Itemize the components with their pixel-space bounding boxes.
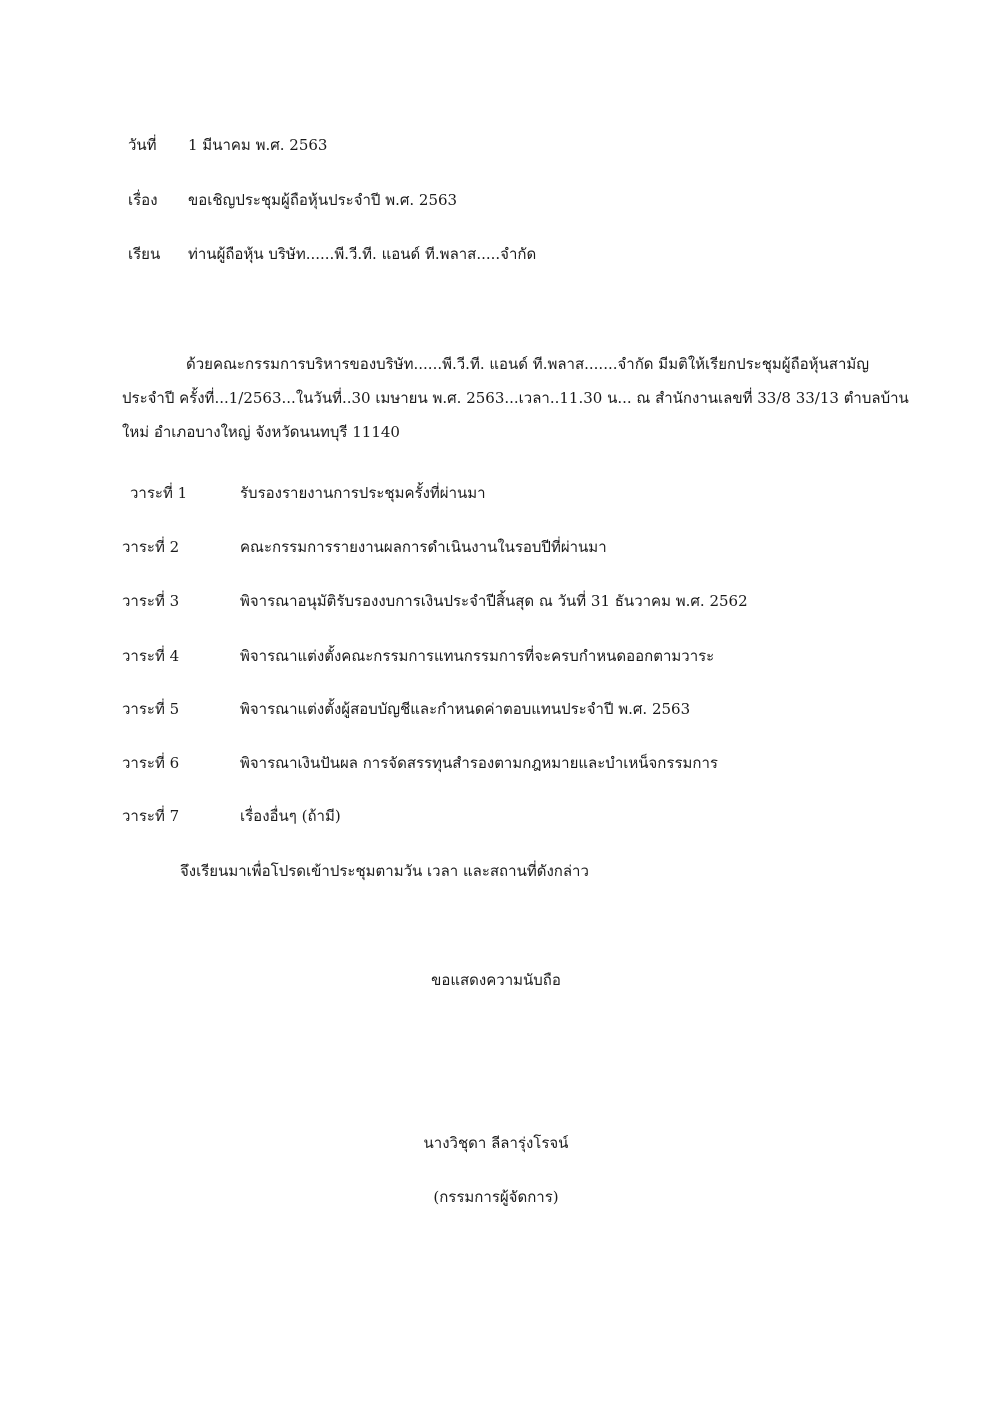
closing-invitation: จึงเรียนมาเพื่อโปรดเข้าประชุมตามวัน เวลา และสถานที่ดังกล่าว bbox=[180, 862, 589, 880]
recipient-value: ท่านผู้ถือหุ้น บริษัท......พี.วี.ที. แอนด์ ที.พลาส.....จำกัด bbox=[188, 245, 537, 263]
closing-regards: ขอแสดงความนับถือ bbox=[431, 971, 561, 989]
date-label: วันที่ bbox=[128, 136, 157, 154]
agenda-item: พิจารณาเงินปันผล การจัดสรรทุนสำรองตามกฎหมายและบำเหน็จกรรมการ bbox=[240, 754, 718, 772]
body-line: ใหม่ อำเภอบางใหญ่ จังหวัดนนทบุรี 11140 bbox=[122, 423, 400, 441]
agenda-label: วาระที่ 4 bbox=[122, 647, 180, 665]
signer-title: (กรรมการผู้จัดการ) bbox=[433, 1188, 559, 1206]
agenda-label: วาระที่ 5 bbox=[122, 700, 180, 718]
subject-value: ขอเชิญประชุมผู้ถือหุ้นประจำปี พ.ศ. 2563 bbox=[188, 191, 458, 209]
date-value: 1 มีนาคม พ.ศ. 2563 bbox=[188, 136, 328, 154]
agenda-item: พิจารณาแต่งตั้งคณะกรรมการแทนกรรมการที่จะครบกำหนดออกตามวาระ bbox=[240, 647, 715, 665]
recipient-label: เรียน bbox=[128, 245, 161, 263]
subject-label: เรื่อง bbox=[128, 191, 158, 209]
body-line: ประจำปี ครั้งที่...1/2563...ในวันที่..30 เมษายน พ.ศ. 2563...เวลา..11.30 น... ณ สำนักงานเลขที่ 33/8 33/13 ตำบลบ้าน bbox=[122, 389, 909, 407]
body-paragraph bbox=[122, 354, 909, 456]
body-line: ด้วยคณะกรรมการบริหารของบริษัท......พี.วี.ที. แอนด์ ที.พลาส.......จำกัด มีมติให้เรียกประชุมผู้ถือหุ้นสามัญ bbox=[186, 355, 870, 373]
agenda-item: พิจารณาแต่งตั้งผู้สอบบัญชีและกำหนดค่าตอบแทนประจำปี พ.ศ. 2563 bbox=[240, 700, 691, 718]
agenda-label: วาระที่ 7 bbox=[122, 807, 180, 825]
agenda-label: วาระที่ 2 bbox=[122, 538, 180, 556]
agenda-item: พิจารณาอนุมัติรับรองงบการเงินประจำปีสิ้นสุด ณ วันที่ 31 ธันวาคม พ.ศ. 2562 bbox=[240, 592, 748, 610]
agenda-item: คณะกรรมการรายงานผลการดำเนินงานในรอบปีที่ผ่านมา bbox=[240, 538, 607, 556]
agenda-label: วาระที่ 6 bbox=[122, 754, 180, 772]
agenda-label: วาระที่ 1 bbox=[130, 484, 188, 502]
signer-name: นางวิชุดา ลีลารุ่งโรจน์ bbox=[423, 1134, 569, 1152]
agenda-label: วาระที่ 3 bbox=[122, 592, 180, 610]
agenda-item: รับรองรายงานการประชุมครั้งที่ผ่านมา bbox=[240, 484, 486, 502]
agenda-item: เรื่องอื่นๆ (ถ้ามี) bbox=[240, 807, 341, 825]
